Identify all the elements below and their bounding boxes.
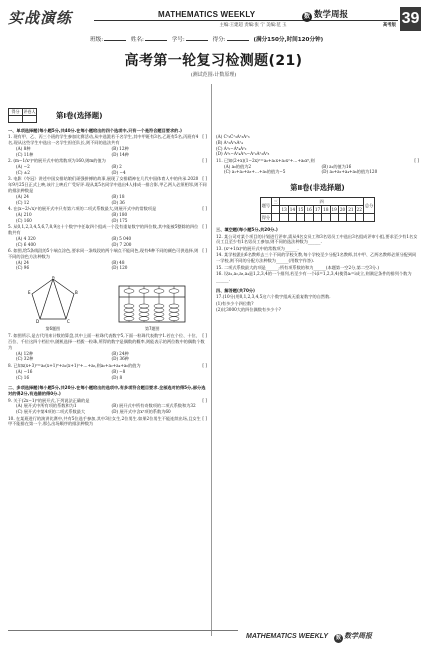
answer-bracket: [ ] — [202, 206, 207, 212]
option: (A) C²₂C²₃A²₃A²₃ — [216, 134, 250, 139]
figure-caption: 第6题图 — [45, 325, 61, 331]
option: (D) a₀+a₂+a₄+a₆的值为120 — [321, 169, 378, 175]
page-footer: MATHEMATICS WEEKLY 数 数学周报 — [246, 633, 373, 641]
answer-bracket: [ ] — [202, 333, 207, 339]
option: (A) −16 — [16, 368, 33, 374]
option: (B) 5 040 — [111, 235, 132, 241]
option: (A) 8种 — [16, 146, 31, 152]
option: (A) 24 — [16, 193, 29, 199]
brand-seal-icon: 数 — [303, 13, 310, 20]
option: (C) 12 — [16, 199, 30, 205]
score-cell[interactable] — [288, 214, 296, 222]
option: (D) 36种 — [111, 356, 129, 362]
score-cell[interactable] — [322, 214, 330, 222]
volume-two-heading: 第Ⅱ卷(非选择题) — [290, 183, 345, 193]
page-title: 高考第一轮复习检测题(21) — [124, 53, 303, 69]
option-list — [8, 194, 207, 206]
question-figures — [8, 273, 207, 331]
answer-bracket: [ ] — [202, 224, 207, 230]
question-text: [ ] 1. 现有甲、乙、丙三个班的学生参加比赛活动,从中选派若干名学生,其中甲班有3名,乙班有5名,丙班有4名,现从这些学生中选出一名学生担任队长,则不同的选法共有 — [8, 134, 207, 146]
editor-credits: 主编:王建超 责编:张 宁 美编:范 玉 高考版 — [219, 23, 396, 28]
question-10 — [8, 416, 207, 428]
option-list — [8, 146, 207, 158]
option: (A) −2 — [16, 164, 30, 170]
score-cell[interactable] — [338, 214, 346, 222]
section-three-questions — [216, 234, 419, 283]
svg-text:C: C — [66, 319, 70, 325]
score-cell[interactable] — [297, 214, 305, 222]
option: (C) 6 400 — [16, 241, 36, 247]
question-text: [ ] 3. 电影《夺冠》讲述中国女排姑娘们顽强拼搏的故事,展现了女排精神在几代中国体育人中的传承.2020年9月25日正式上映,该片上映后广受好评.现从某5名同学中选出4人排成一排合影,甲乙两人必须相邻,则不同的排法种数是 — [8, 176, 207, 194]
score-cell[interactable] — [330, 214, 338, 222]
question-text: [ ] 7. 如图所示,是古代用来计数的算盘,其中上面一粒珠代表数字5,下面一粒珠代表数字1.若在个位、十位、百位、千位这四个档位中,随机选择一档拨一粒珠,所得的数字是偶数的概率,则能表示的两位数中的偶数个数为 — [8, 333, 207, 350]
answer-question: (1)有多少个四位数? — [216, 300, 254, 306]
option: (C) 16 — [16, 374, 30, 380]
score-cell[interactable] — [347, 214, 355, 222]
question-text: [ ] 4. 在(x−2/√x)ⁿ的展开式中只有第六项的二项式系数最大,则展开式中的常数项是 — [8, 206, 207, 212]
test-scope: (测试范围:计数原理) — [190, 72, 237, 78]
brand-seal-icon: 数 — [336, 635, 342, 641]
option: (D) 8 — [111, 374, 123, 380]
score-grid: 题号 三 四 总分 13 14 15 16 17 18 19 20 21 22 得分 — [261, 198, 374, 220]
figure-abacus — [117, 284, 187, 331]
question-3 — [8, 176, 207, 205]
option: (D) 175 — [111, 217, 128, 223]
option: (B) 180 — [111, 211, 128, 217]
svg-text:D: D — [35, 319, 39, 325]
option: (B) −8 — [111, 368, 126, 374]
student-info: 班级: 姓名: 学号: 得分: (满分150分,时间120分钟) — [90, 37, 324, 43]
fill-in-question: 16. 设a₁,a₂,a₃,a₄是1,2,3,4的一个排列,若至少有一个i(i=1,2,3,4)使得aᵢ=i成立,则满足条件的排列个数为______. — [216, 271, 412, 283]
fill-in-question: 13. (x²+1/x)⁶的展开式中的常数项为______. — [216, 245, 299, 251]
option: (D) 展开式中含x²项的系数为60 — [111, 409, 171, 415]
right-column — [216, 134, 419, 313]
page-header — [8, 7, 419, 29]
column-divider — [211, 84, 212, 636]
option: (A) 210 — [16, 211, 32, 217]
answer-bracket: [ ] — [202, 134, 207, 140]
option: (B) 12种 — [111, 146, 129, 152]
score-cell[interactable] — [9, 116, 23, 123]
grader-cell[interactable] — [23, 116, 37, 123]
volume-one-heading: 第Ⅰ卷(选择题) — [56, 111, 103, 120]
option: (C) ±2 — [16, 169, 30, 175]
option: (D) 120 — [111, 265, 128, 271]
question-8 — [8, 363, 207, 380]
section-four-questions — [216, 294, 419, 313]
score-cell[interactable] — [355, 214, 363, 222]
answer-bracket: [ ] — [414, 157, 419, 163]
question-2 — [8, 158, 207, 175]
option: (B) 24种 — [111, 350, 129, 356]
figure-caption: 第7题图 — [144, 325, 160, 331]
score-cell[interactable] — [280, 214, 288, 222]
score-cell[interactable] — [305, 214, 313, 222]
question-text: [ ] 9. 关于(2x−1)⁶的展开式,下列说法正确的是 — [8, 397, 207, 403]
section-three-heading: 三、填空题(每小题5分,共20分.) — [216, 227, 278, 233]
edition-label: 高考版 — [382, 23, 396, 28]
score-cell[interactable] — [313, 214, 321, 222]
option: (A) 24 — [16, 259, 29, 265]
option: (C) 展开式中第4项的二项式系数最大 — [16, 409, 86, 415]
option: (D) −4 — [111, 169, 126, 175]
option: (A) 12种 — [16, 350, 34, 356]
section-one-questions — [8, 134, 207, 380]
question-text: [ ] 11. 已知(2+x)(1−2x)⁵=a₀+a₁x+a₂x²+…+a₆x⁶,则 — [216, 157, 419, 163]
option: (B) a₁的值为16 — [321, 163, 352, 169]
option: (B) A²₂A³₃A²₄ — [216, 139, 243, 145]
option: (C) a₁+a₂+a₃+…+a₆的值为−5 — [224, 169, 286, 175]
fill-in-question: 12. 某公司对某个项目的计划进行评审,需从4名女员工和3名男员工中选出3名组成评审小组,要求至少有1名女员工且至少有1名男员工参加,则不同的选法种数为______. — [216, 233, 418, 245]
option: (C) 11种 — [16, 151, 34, 157]
option: (B) 展开式中所有奇数项的二项式系数和为32 — [111, 403, 196, 409]
question-text: [ ] 2. (m−1/x²)⁶的展开式中的常数项为160,则m的值为 — [8, 158, 207, 164]
option: (C) 160 — [16, 217, 32, 223]
question-9 — [8, 398, 207, 415]
svg-text:E: E — [27, 290, 31, 296]
score-table: 得分 评卷人 — [8, 108, 37, 123]
svg-text:B: B — [74, 290, 78, 296]
question-text: [ ] 10. 在某班进行的演讲比赛中,共有5位选手参加,其中3位女生,2位男生.如果2位男生不能连续出场,且女生甲不能排在第一个,那么出场顺序的排法种数为 — [8, 415, 207, 427]
option-list — [8, 212, 207, 224]
name-field[interactable] — [145, 40, 167, 41]
fill-in-question: 14. 某学校派出6名教师去三个不同的学校支教,每个学校至少分配1名教师,其中甲、乙两名教师必须分配到同一学校,则不同的分配方法种数为______(用数字作答). — [216, 252, 417, 264]
student-id-field[interactable] — [186, 40, 208, 41]
question-text: [ ] 5. 从0,1,2,3,4,5,6,7,8,9这十个数字中任取四个组成一个没有重复数字的四位数,其中能被5整除的四位数共有 — [8, 224, 207, 235]
abacus-figure — [117, 284, 187, 324]
score-cell[interactable] — [363, 214, 374, 222]
section-two-heading: 二、多项选择题(每小题5分,共20分.在每小题给出的选项中,有多项符合题目要求.全部选对的得5分,部分选对的得2分,有选错的得0分.) — [8, 385, 206, 397]
option: (A) 4 320 — [16, 235, 36, 241]
answer-bracket: [ ] — [202, 415, 207, 421]
section-one-heading: 一、单项选择题(每小题5分,共40分.在每小题给出的四个选项中,只有一个是符合题目要求的.) — [8, 128, 182, 133]
pentagon-figure — [28, 276, 78, 324]
option: (D) 14种 — [111, 151, 129, 157]
question-5 — [8, 224, 207, 247]
footer-rule — [8, 630, 238, 631]
question-text: [ ] 8. 已知x(x+3)⁵=a₀(x+1)⁶+a₁(x+1)⁵+…+a₆,则a₀+a₂+a₄+a₆的值为 — [8, 362, 207, 368]
page-number: 39 — [400, 7, 421, 31]
answer-bracket: [ ] — [202, 397, 207, 403]
left-column — [8, 84, 207, 427]
question-11 — [216, 158, 419, 175]
section-four-heading: 四、解答题(共70分) — [216, 287, 255, 293]
option-list — [8, 369, 207, 381]
answer-question: (2)比3000大的四位偶数有多少个? — [216, 307, 281, 313]
question-6 — [8, 248, 207, 271]
option-list — [216, 164, 419, 176]
option-list — [8, 351, 207, 363]
option: (B) 48 — [111, 259, 125, 265]
brand-logo: 数 数学周报 — [303, 10, 349, 20]
option: (C) 96 — [16, 265, 30, 271]
magazine-name: MATHEMATICS WEEKLY — [158, 10, 256, 19]
question-4 — [8, 206, 207, 223]
answer-question: 17.(10分)用0,1,2,3,4,5这六个数字组成无重复数字的自然数. — [216, 294, 331, 300]
question-text: [ ] 6. 如图,给5条线段的5个端点涂色,要求同一条线段的两个端点不能同色,现有4种不同的颜色可供选择,则不同的涂色方法种数为 — [8, 248, 207, 259]
question-11 — [216, 158, 419, 175]
answer-bracket: [ ] — [202, 248, 207, 254]
question-1 — [8, 134, 207, 157]
svg-text:A: A — [51, 276, 55, 280]
option: (D) 7 200 — [111, 241, 132, 247]
option: (C) A⁵₅−A⁴₄A²₂ — [216, 145, 247, 151]
option: (D) A⁵₅−A²₄A³₃−A²₂A²₃A³₃ — [216, 151, 270, 157]
fill-in-question: 15. 二项式系数最大的项是______;所有项系数的和为______(本题第一空2分,第二空3分.) — [216, 264, 380, 270]
question-7 — [8, 333, 207, 362]
section-logo: 实战演练 — [8, 9, 73, 27]
class-field[interactable] — [104, 40, 126, 41]
option: (B) 18 — [111, 193, 125, 199]
answer-bracket: [ ] — [202, 362, 207, 368]
figure-pentagon — [28, 276, 78, 331]
option: (C) 32种 — [16, 356, 34, 362]
option-list — [8, 403, 207, 415]
answer-bracket: [ ] — [202, 176, 207, 182]
option-list — [8, 236, 207, 248]
option-list — [8, 164, 207, 176]
exam-limits: (满分150分,时间120分钟) — [253, 37, 324, 43]
score-field[interactable] — [227, 40, 249, 41]
option-list — [8, 260, 207, 272]
score-cell[interactable] — [272, 214, 280, 222]
answer-bracket: [ ] — [202, 158, 207, 164]
option: (D) 36 — [111, 199, 125, 205]
header-bar — [94, 9, 398, 21]
option: (A) 展开式中所有项的系数和为1 — [16, 403, 77, 409]
option: (A) a₀的值为2 — [224, 163, 252, 169]
option: (B) 2 — [111, 164, 122, 170]
q10-options — [216, 134, 419, 157]
section-two-questions — [8, 398, 207, 428]
